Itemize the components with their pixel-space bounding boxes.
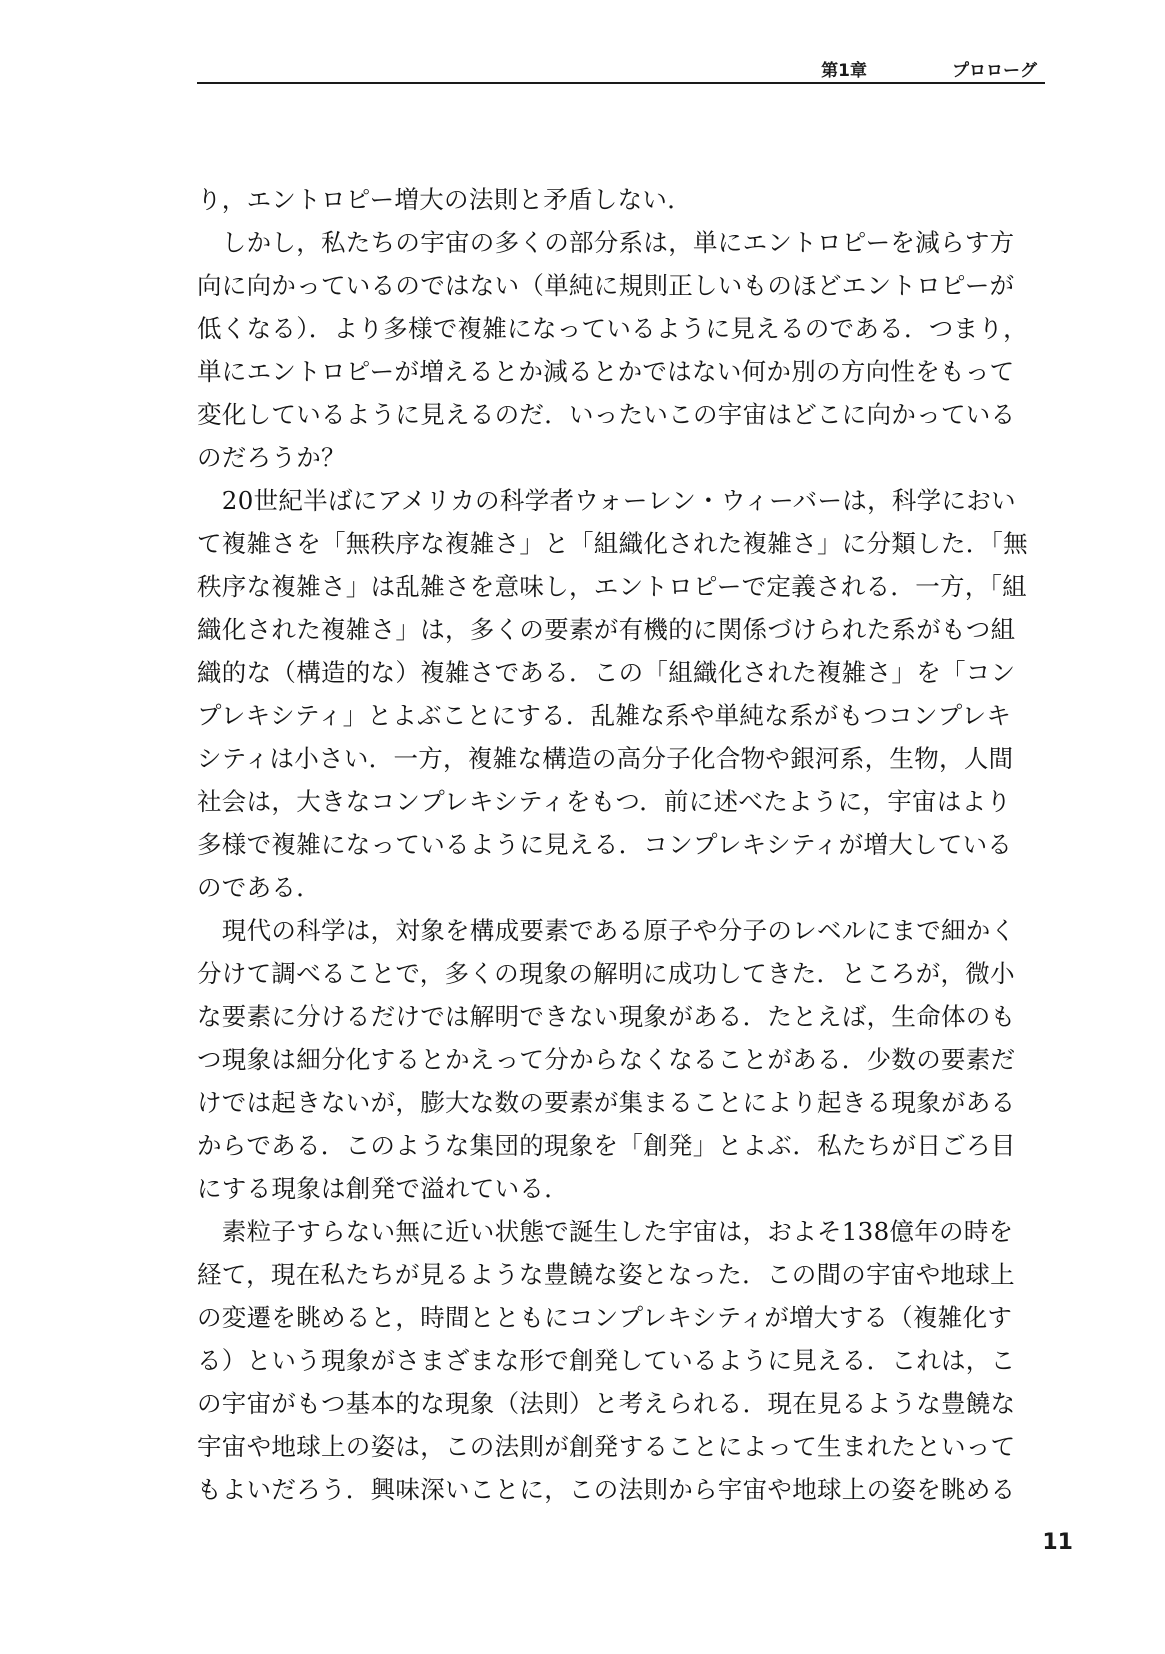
text-line: つ現象は細分化するとかえって分からなくなることがある．少数の要素だ: [197, 1045, 1016, 1074]
text-line: 分けて調べることで，多くの現象の解明に成功してきた．ところが，微小: [197, 959, 1015, 988]
text-line: にする現象は創発で溢れている．: [197, 1174, 569, 1203]
text-line: 秩序な複雑さ」は乱雑さを意味し，エントロピーで定義される．一方，「組: [197, 572, 1027, 601]
text-line: る）という現象がさまざまな形で創発しているように見える．これは，こ: [197, 1346, 1016, 1375]
text-line: り，エントロピー増大の法則と矛盾しない．: [197, 185, 693, 214]
text-line: もよいだろう．興味深いことに，この法則から宇宙や地球上の姿を眺める: [197, 1475, 1016, 1504]
text-line: 社会は，大きなコンプレキシティをもつ．前に述べたように，宇宙はより: [197, 787, 1012, 816]
page-number: 11: [1042, 1530, 1073, 1555]
text-line: の宇宙がもつ基本的な現象（法則）と考えられる．現在見るような豊饒な: [197, 1389, 1016, 1418]
body-text: [197, 178, 1045, 1511]
text-line: けでは起きないが，膨大な数の要素が集まることにより起きる現象がある: [197, 1088, 1016, 1117]
text-line: 素粒子すらない無に近い状態で誕生した宇宙は，およそ138億年の時を: [197, 1217, 1014, 1246]
header-rule: [197, 82, 1045, 84]
text-line: 現代の科学は，対象を構成要素である原子や分子のレベルにまで細かく: [197, 916, 1016, 945]
text-line: 織化された複雑さ」は，多くの要素が有機的に関係づけられた系がもつ組: [197, 615, 1016, 644]
text-line: 変化しているように見えるのだ．いったいこの宇宙はどこに向かっている: [197, 400, 1016, 429]
text-line: な要素に分けるだけでは解明できない現象がある．たとえば，生命体のも: [197, 1002, 1016, 1031]
text-line: のだろうか？: [197, 443, 346, 472]
text-line: 向に向かっているのではない（単純に規則正しいものほどエントロピーが: [197, 271, 1015, 300]
text-line: 織的な（構造的な）複雑さである．この「組織化された複雑さ」を「コン: [197, 658, 1016, 687]
text-line: 経て，現在私たちが見るような豊饒な姿となった．この間の宇宙や地球上: [197, 1260, 1015, 1289]
running-header: [197, 50, 1042, 81]
text-line: の変遷を眺めると，時間とともにコンプレキシティが増大する（複雑化す: [197, 1303, 1013, 1332]
text-line: 宇宙や地球上の姿は，この法則が創発することによって生まれたといって: [197, 1432, 1016, 1461]
text-line: 多様で複雑になっているように見える．コンプレキシティが増大している: [197, 830, 1013, 859]
text-line: プレキシティ」とよぶことにする．乱雑な系や単純な系がもつコンプレキ: [197, 701, 1012, 730]
text-line: 単にエントロピーが増えるとか減るとかではない何か別の方向性をもって: [197, 357, 1015, 386]
text-line: からである．このような集団的現象を「創発」とよぶ．私たちが日ごろ目: [197, 1131, 1016, 1160]
text-line: て複雑さを「無秩序な複雑さ」と「組織化された複雑さ」に分類した．「無: [197, 529, 1028, 558]
text-line: 20世紀半ばにアメリカの科学者ウォーレン・ウィーバーは，科学におい: [197, 486, 1016, 515]
text-line: のである．: [197, 873, 321, 902]
chapter-label: 第1章: [821, 61, 867, 81]
text-line: しかし，私たちの宇宙の多くの部分系は，単にエントロピーを減らす方: [197, 228, 1015, 257]
text-line: シティは小さい．一方，複雑な構造の高分子化合物や銀河系，生物，人間: [197, 744, 1014, 773]
chapter-title: プロローグ: [952, 61, 1037, 81]
text-line: 低くなる）．より多様で複雑になっているように見えるのである．つまり，: [197, 314, 1028, 343]
